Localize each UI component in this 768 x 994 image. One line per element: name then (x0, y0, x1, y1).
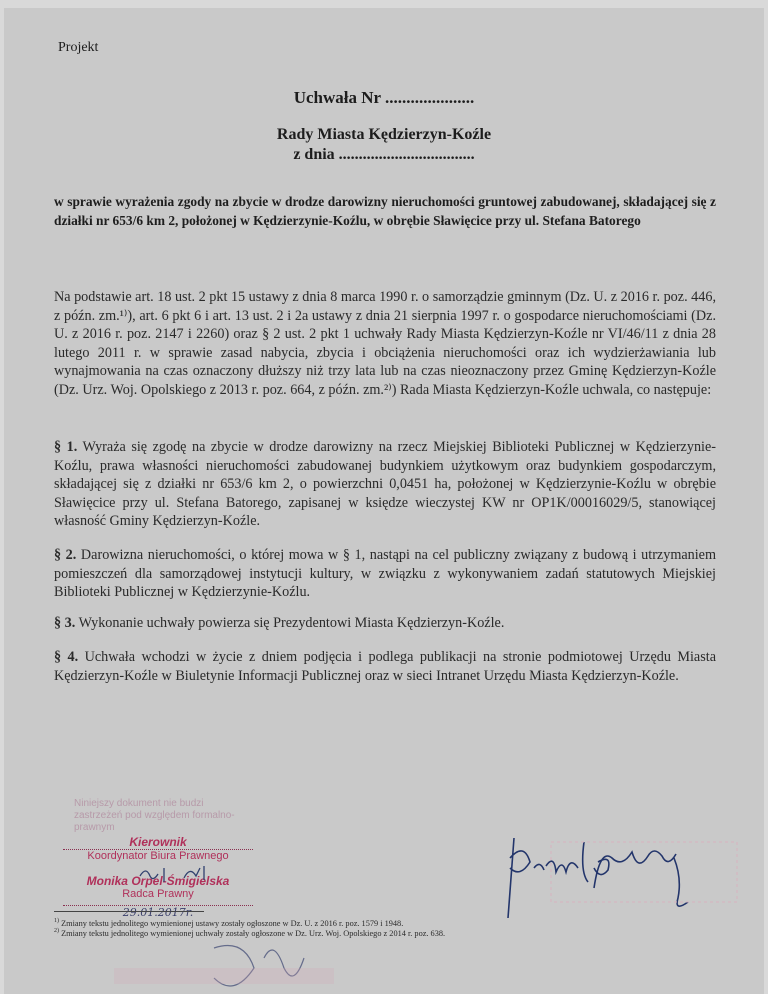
stamp-name: Monika Orpel-Śmigielska (86, 874, 230, 888)
section-number: § 2. (54, 547, 77, 563)
stamp-role: Radca Prawny (122, 888, 194, 900)
resolution-number: Uchwała Nr ..................... (293, 88, 475, 107)
section-number: § 3. (54, 615, 76, 631)
footnote-2 (54, 926, 654, 939)
stamp-title: Kierownik (129, 835, 187, 849)
section-text: Darowizna nieruchomości, o której mowa w § 1, nastąpi na cel publiczny związany z budową i utrzymaniem pomieszczeń dla samorządowej instytucji kultury, w związku z wykonywaniem zadań statutowych Miejskiej Biblioteki Publicznej w Kędzierzynie-Koźlu. (54, 547, 717, 600)
section-3 (54, 614, 716, 633)
section-text: Wyraża się zgodę na zbycie w drodze darowizny na rzecz Miejskiej Biblioteki Publicznej w Kędzierzynie-Koźlu, prawa własności nieruchomości zabudowanej budynkiem użytkowym oraz budynkiem gospodarczym, składającej się z działki nr 653/6 km 2, o powierzchni 0,0451 ha, położonej w Kędzierzynie-Koźlu w obrębie Sławięcice przy ul. Stefana Batorego, zapisanej w księdze wieczystej KW nr OP1K/00016029/5, stanowiącej własność Gminy Kędzierzyn-Koźle. (54, 439, 717, 529)
council-name: Rady Miasta Kędzierzyn-Koźle (276, 126, 492, 143)
footnote-text: Zmiany tekstu jednolitego wymienionej uchwały zostały ogłoszone w Dz. Urz. Woj. Opolskiego z 2014 r. poz. 638. (61, 928, 446, 938)
section-text: Uchwała wchodzi w życie z dniem podjęcia i podlega publikacji na stronie podmiotowej Urzędu Miasta Kędzierzyn-Koźle w Biuletynie Informacji Publicznej oraz w sieci Intranet Urzędu Miasta Kędzierzyn-Koźle. (54, 649, 716, 684)
faded-mayor-stamp (549, 840, 739, 914)
footnote-text: Zmiany tekstu jednolitego wymienionej ustawy zostały ogłoszone w Dz. U. z 2016 r. poz. 1579 i 1948. (61, 918, 404, 928)
resolution-date: z dnia .................................. (293, 146, 475, 163)
section-number: § 4. (54, 649, 79, 665)
stamp-office: Koordynator Biura Prawnego (87, 850, 229, 862)
draft-label: Projekt (58, 40, 99, 55)
faded-bottom-stamp (54, 938, 714, 994)
preamble: Na podstawie art. 18 ust. 2 pkt 15 ustawy z dnia 8 marca 1990 r. o samorządzie gminnym (Dz. U. z 2016 r. poz. 446, z późn. zm.¹⁾), art. 6 pkt 6 i art. 13 ust. 2 i 2a ustawy z dnia 21 sierpnia 1997 r. o gospodarce nieruchomościami (Dz. U. z 2016 r. poz. 2147 i 2260) oraz § 2 ust. 2 pkt 1 uchwały Rady Miasta Kędzierzyn-Koźle nr VI/46/11 z dnia 28 lutego 2011 r. w sprawie zasad nabycia, zbycia i obciążenia nieruchomości oraz ich wydzierżawiania lub wynajmowania na czas oznaczony dłuższy niż trzy lata lub na czas nieoznaczony przez Gminę Kędzierzyn-Koźle (Dz. Urz. Woj. Opolskiego z 2013 r. poz. 664, z późn. zm.²⁾) Rada Miasta Kędzierzyn-Koźle uchwala, co następuje: (54, 289, 716, 398)
document-page (4, 8, 764, 994)
stamp-date: 29.01.2017r. (122, 906, 194, 919)
legal-approval-note: Niniejszy dokument nie budzi zastrzeżeń pod względem formalno-prawnym (74, 798, 235, 833)
section-text: Wykonanie uchwały powierza się Prezydentowi Miasta Kędzierzyn-Koźle. (78, 615, 505, 631)
faded-stamp-mark (549, 840, 739, 904)
footnote-rule (54, 911, 204, 912)
section-1 (54, 438, 716, 531)
resolution-subject: w sprawie wyrażenia zgody na zbycie w drodze darowizny nieruchomości gruntowej zabudowanej, składającej się z działki nr 653/6 km 2, położonej w Kędzierzynie-Koźlu, w obrębie Sławięcice przy ul. Stefana Batorego (54, 194, 716, 228)
section-2 (54, 546, 716, 602)
section-4 (54, 648, 716, 685)
footnote-mark: 1) (54, 918, 59, 924)
section-number: § 1. (54, 439, 78, 455)
footnote-mark: 2) (54, 928, 59, 934)
handwritten-initials (134, 860, 224, 886)
